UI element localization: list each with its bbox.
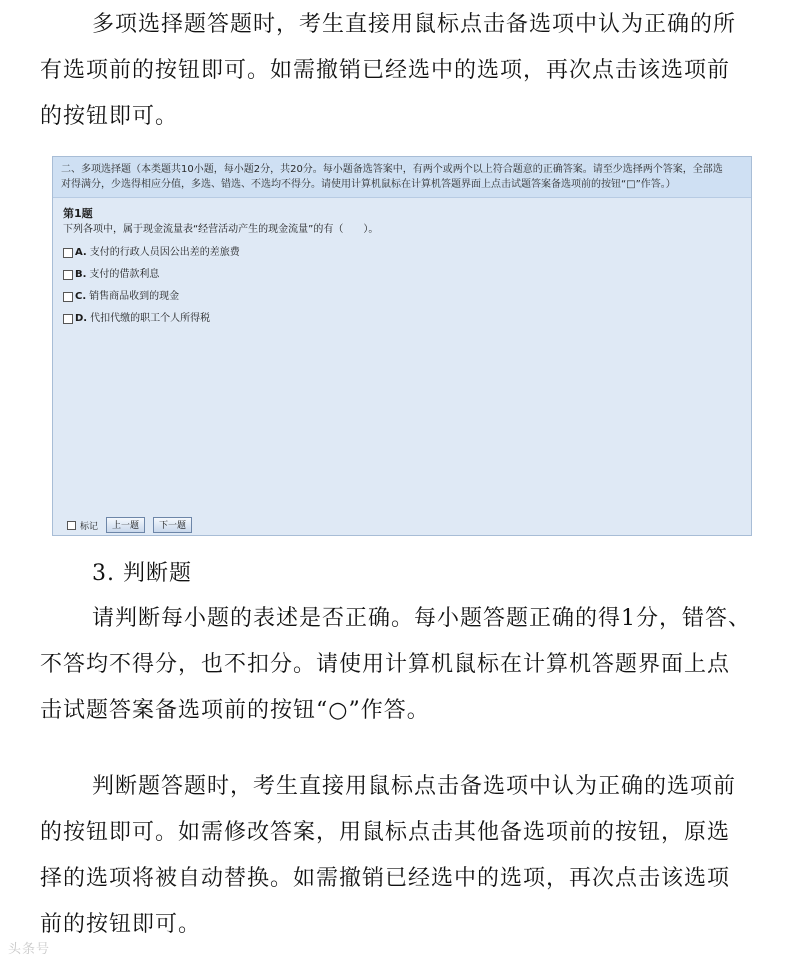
option-d-checkbox[interactable] — [63, 314, 73, 324]
option-a-letter: A. — [75, 247, 87, 258]
option-b-letter: B. — [75, 269, 87, 280]
option-d-letter: D. — [75, 313, 88, 324]
option-b-text: 支付的借款利息 — [89, 269, 160, 280]
option-c-letter: C. — [75, 291, 87, 302]
judge-answer-line-2: 的按钮即可。如需修改答案，用鼠标点击其他备选项前的按钮，原选 — [40, 820, 731, 845]
intro-line-2: 有选项前的按钮即可。如需撤销已经选中的选项，再次点击该选项前 — [40, 58, 731, 83]
judge-line-3: 击试题答案备选项前的按钮“○”作答。 — [40, 698, 430, 723]
intro-paragraph — [40, 2, 770, 140]
section-instructions — [53, 157, 751, 198]
intro-line-1: 多项选择题答题时，考生直接用鼠标点击备选项中认为正确的所 — [92, 12, 737, 37]
judge-answer-line-4: 前的按钮即可。 — [40, 912, 202, 937]
judge-answer-line-1: 判断题答题时，考生直接用鼠标点击备选项中认为正确的选项前 — [92, 774, 737, 799]
option-a-text: 支付的行政人员因公出差的差旅费 — [89, 247, 240, 258]
question-stem: 下列各项中，属于现金流量表“经营活动产生的现金流量”的有（ ）。 — [63, 224, 379, 235]
option-c-text: 销售商品收到的现金 — [89, 291, 180, 302]
next-question-button[interactable]: 下一题 — [153, 517, 192, 533]
question-footer — [67, 517, 192, 533]
option-d[interactable] — [63, 312, 741, 326]
judge-answer-paragraph — [40, 764, 770, 948]
judge-instructions-paragraph — [40, 596, 770, 734]
option-c-checkbox[interactable] — [63, 292, 73, 302]
exam-question-panel — [52, 156, 752, 536]
option-a-checkbox[interactable] — [63, 248, 73, 258]
intro-line-3: 的按钮即可。 — [40, 104, 179, 129]
previous-question-button[interactable]: 上一题 — [106, 517, 145, 533]
question-number: 第1题 — [63, 207, 93, 220]
mark-label: 标记 — [80, 521, 99, 532]
judge-answer-line-3: 择的选项将被自动替换。如需撤销已经选中的选项，再次点击该选项 — [40, 866, 731, 891]
judge-line-1: 请判断每小题的表述是否正确。每小题答题正确的得1分，错答、 — [92, 606, 751, 631]
option-b-checkbox[interactable] — [63, 270, 73, 280]
watermark-logo: 头条号 — [8, 942, 51, 957]
instructions-line-2: 对得满分，少选得相应分值，多选、错选、不选均不得分。请使用计算机鼠标在计算机答题界面上点击试题答案备选项前的按钮“□”作答。） — [61, 179, 676, 190]
section-heading: 3. 判断题 — [92, 561, 192, 586]
option-b[interactable] — [63, 268, 741, 282]
option-c[interactable] — [63, 290, 741, 304]
judge-line-2: 不答均不得分，也不扣分。请使用计算机鼠标在计算机答题界面上点 — [40, 652, 731, 677]
option-d-text: 代扣代缴的职工个人所得税 — [90, 313, 211, 324]
mark-checkbox[interactable] — [67, 521, 76, 530]
instructions-line-1: 二、多项选择题（本类题共10小题，每小题2分，共20分。每小题备选答案中，有两个或两个以上符合题意的正确答案。请至少选择两个答案，全部选 — [61, 164, 723, 175]
question-body — [53, 198, 751, 332]
option-a[interactable] — [63, 246, 741, 260]
